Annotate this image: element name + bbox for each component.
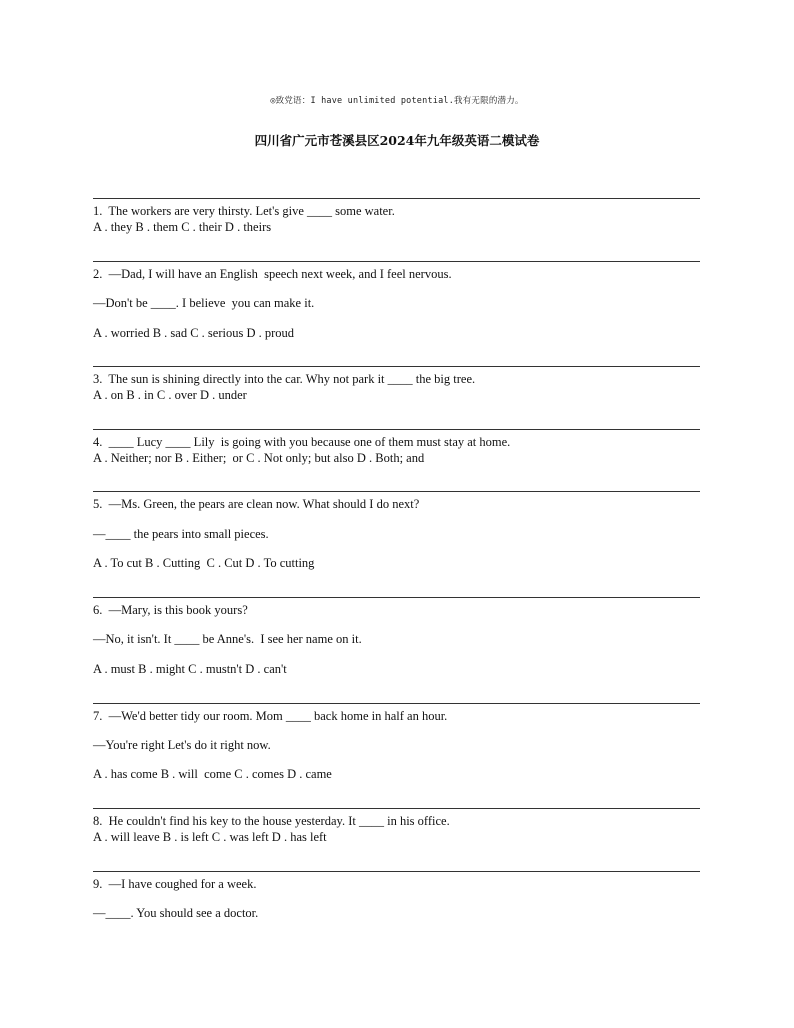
question-1-stem: 1. The workers are very thirsty. Let's give ____ some water.	[93, 204, 395, 218]
question-divider	[93, 491, 700, 492]
question-7-stem: 7. —We'd better tidy our room. Mom ____ back home in half an hour.	[93, 709, 448, 723]
question-5-stem: 5. —Ms. Green, the pears are clean now. What should I do next?	[93, 497, 420, 511]
question-6-options: A . must B . might C . mustn't D . can't	[93, 662, 287, 676]
question-8-options: A . will leave B . is left C . was left D . has left	[93, 830, 327, 844]
question-5-reply: —____ the pears into small pieces.	[93, 527, 269, 541]
question-3-stem: 3. The sun is shining directly into the car. Why not park it ____ the big tree.	[93, 372, 476, 386]
motto-line: ◎致党语：I have unlimited potential.我有无限的潜力。	[270, 96, 524, 106]
question-divider	[93, 871, 700, 872]
question-divider	[93, 597, 700, 598]
question-4-stem: 4. ____ Lucy ____ Lily is going with you because one of them must stay at home.	[93, 435, 511, 449]
question-divider	[93, 703, 700, 704]
question-2-reply: —Don't be ____. I believe you can make it.	[93, 296, 315, 310]
question-1-options: A . they B . them C . their D . theirs	[93, 220, 272, 234]
question-2-stem: 2. —Dad, I will have an English speech next week, and I feel nervous.	[93, 267, 452, 281]
question-divider	[93, 198, 700, 199]
question-3-options: A . on B . in C . over D . under	[93, 388, 247, 402]
question-divider	[93, 429, 700, 430]
page-title: 四川省广元市苍溪县区2024年九年级英语二模试卷	[254, 133, 540, 148]
question-9-reply: —____. You should see a doctor.	[93, 906, 259, 920]
question-6-stem: 6. —Mary, is this book yours?	[93, 603, 248, 617]
question-7-options: A . has come B . will come C . comes D . came	[93, 767, 332, 781]
question-9-stem: 9. —I have coughed for a week.	[93, 877, 257, 891]
question-8-stem: 8. He couldn't find his key to the house yesterday. It ____ in his office.	[93, 814, 450, 828]
question-5-options: A . To cut B . Cutting C . Cut D . To cutting	[93, 556, 315, 570]
question-divider	[93, 808, 700, 809]
question-4-options: A . Neither; nor B . Either; or C . Not only; but also D . Both; and	[93, 451, 425, 465]
question-2-options: A . worried B . sad C . serious D . proud	[93, 326, 295, 340]
question-divider	[93, 366, 700, 367]
question-7-reply: —You're right Let's do it right now.	[93, 738, 271, 752]
question-divider	[93, 261, 700, 262]
question-6-reply: —No, it isn't. It ____ be Anne's. I see her name on it.	[93, 632, 362, 646]
